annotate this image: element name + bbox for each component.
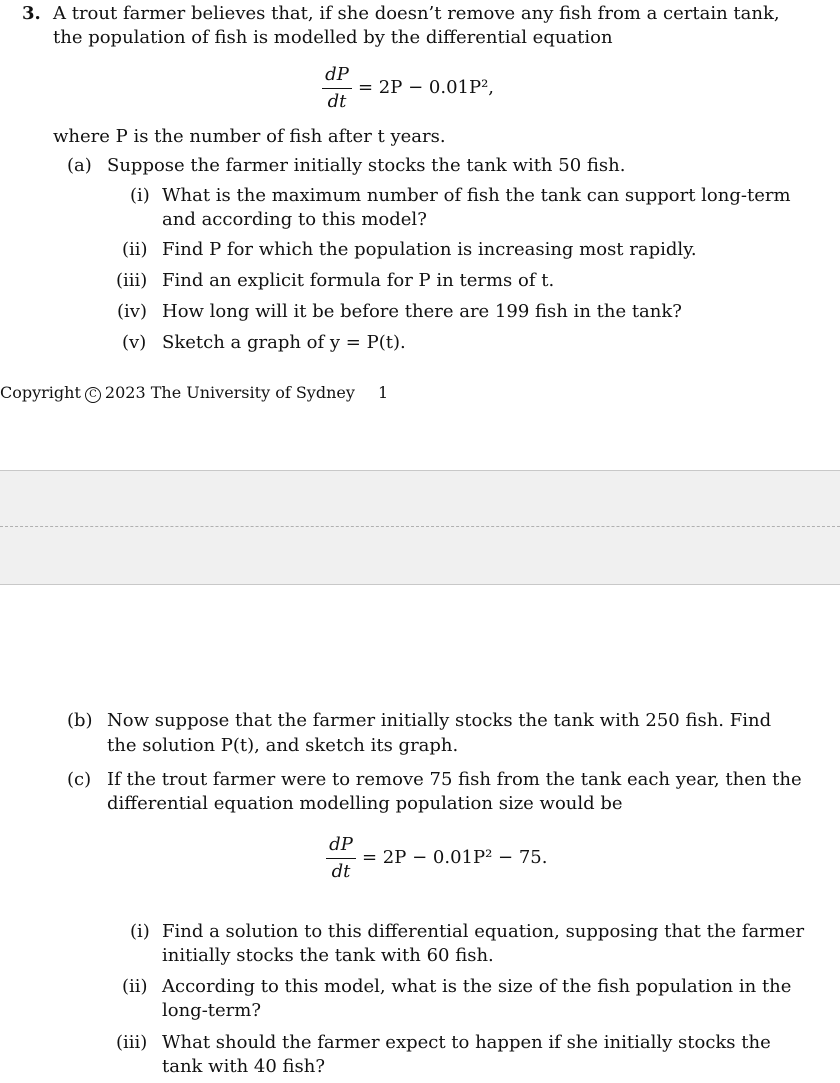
part-a-item-label: (iv) bbox=[117, 301, 147, 322]
copyright-word: Copyright bbox=[0, 383, 81, 402]
part-a-item-label: (i) bbox=[130, 185, 150, 206]
part-b-line-2: the solution P(t), and sketch its graph. bbox=[107, 735, 459, 756]
where-line: where P is the number of fish after t years. bbox=[53, 126, 446, 147]
part-a-item-text-cont: and according to this model? bbox=[162, 209, 427, 230]
equation-2-rhs: = 2P − 0.01P² − 75. bbox=[362, 847, 548, 868]
intro-line-2: the population of fish is modelled by the differential equation bbox=[53, 27, 613, 48]
part-a-item-label: (ii) bbox=[122, 239, 148, 260]
equation-1-fraction bbox=[322, 64, 352, 112]
equation-1-numerator: dP bbox=[325, 64, 349, 85]
part-c-item-label: (ii) bbox=[122, 976, 148, 997]
part-c-item-text-cont: initially stocks the tank with 60 fish. bbox=[162, 945, 494, 966]
part-c-label: (c) bbox=[67, 769, 92, 790]
equation-2-denominator: dt bbox=[331, 860, 351, 882]
copyright-symbol: C bbox=[85, 387, 101, 403]
part-a-item-text: Find an explicit formula for P in terms of t. bbox=[162, 270, 555, 291]
part-c-line-2: differential equation modelling population size would be bbox=[107, 793, 623, 814]
part-c-item-text-cont: tank with 40 fish? bbox=[162, 1056, 326, 1077]
part-b-line-1: Now suppose that the farmer initially stocks the tank with 250 fish. Find bbox=[107, 710, 772, 731]
equation-1-rhs: = 2P − 0.01P², bbox=[358, 77, 495, 98]
equation-1-denominator: dt bbox=[327, 90, 347, 112]
page-break-line bbox=[0, 526, 840, 527]
intro-line-1: A trout farmer believes that, if she doesn’t remove any fish from a certain tank, bbox=[53, 3, 780, 24]
part-c-item-label: (i) bbox=[130, 921, 150, 942]
equation-2-numerator: dP bbox=[329, 834, 353, 855]
part-a-text: Suppose the farmer initially stocks the tank with 50 fish. bbox=[107, 155, 626, 176]
part-c-item-text: Find a solution to this differential equation, supposing that the farmer bbox=[162, 921, 805, 942]
part-a-item-text: How long will it be before there are 199 fish in the tank? bbox=[162, 301, 682, 322]
part-c-item-text: According to this model, what is the size of the fish population in the bbox=[162, 976, 792, 997]
part-c-line-1: If the trout farmer were to remove 75 fish from the tank each year, then the bbox=[107, 769, 802, 790]
problem-number: 3. bbox=[22, 3, 41, 24]
part-a-label: (a) bbox=[67, 155, 92, 176]
copyright-footer bbox=[0, 383, 355, 403]
part-b-label: (b) bbox=[67, 710, 93, 731]
page-gap bbox=[0, 470, 840, 585]
page-number: 1 bbox=[378, 383, 389, 402]
part-a-item-text: Find P for which the population is increasing most rapidly. bbox=[162, 239, 697, 260]
part-c-item-text: What should the farmer expect to happen if she initially stocks the bbox=[162, 1032, 771, 1053]
part-a-item-label: (v) bbox=[122, 332, 147, 353]
part-c-item-text-cont: long-term? bbox=[162, 1000, 261, 1021]
part-a-item-label: (iii) bbox=[116, 270, 148, 291]
part-a-item-text: Sketch a graph of y = P(t). bbox=[162, 332, 406, 353]
equation-2-fraction bbox=[326, 834, 356, 882]
part-a-item-text: What is the maximum number of fish the tank can support long-term bbox=[162, 185, 791, 206]
copyright-text: 2023 The University of Sydney bbox=[104, 383, 355, 402]
part-c-item-label: (iii) bbox=[116, 1032, 148, 1053]
